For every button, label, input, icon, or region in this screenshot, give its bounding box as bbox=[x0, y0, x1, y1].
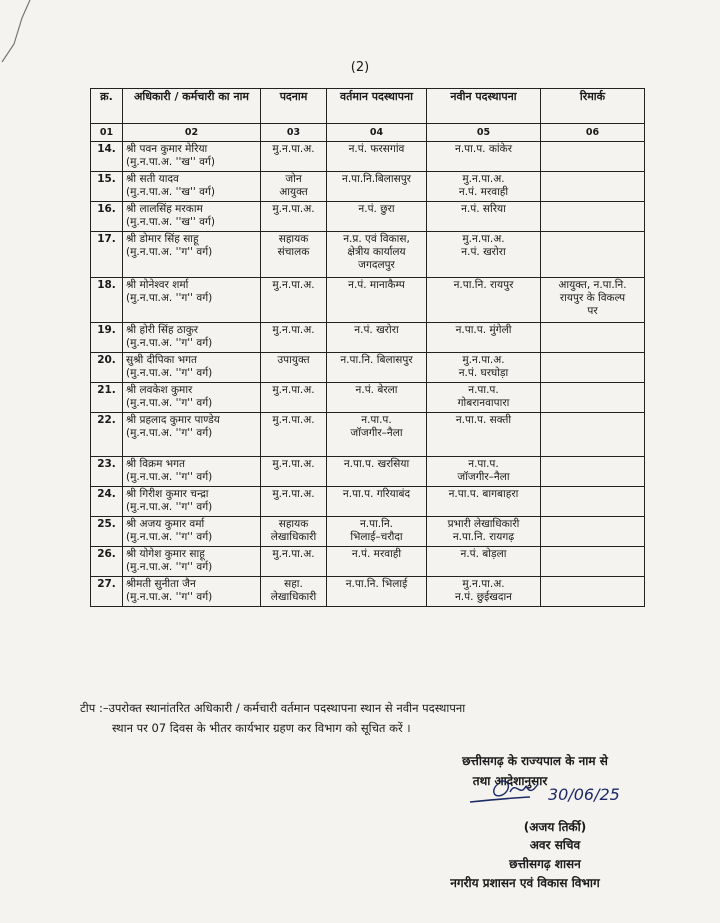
remark-cell bbox=[541, 278, 645, 323]
employee-category: (मु.न.पा.अ. ''ख'' वर्ग) bbox=[126, 186, 215, 198]
new-posting-cell-line: न.पा.प. bbox=[468, 384, 499, 396]
new-posting-cell-line: न.पा.प. मुंगेली bbox=[455, 324, 512, 336]
new-posting-cell-line: जॉजगीर–नैला bbox=[457, 471, 510, 483]
serial-cell: 21. bbox=[91, 383, 123, 413]
designation-cell-line: मु.न.पा.अ. bbox=[272, 279, 315, 291]
current-posting-cell-line: न.पं. खरोरा bbox=[354, 324, 399, 336]
employee-category: (मु.न.पा.अ. ''ग'' वर्ग) bbox=[126, 427, 213, 439]
name-cell bbox=[123, 457, 261, 487]
designation-cell-line: सहा. bbox=[284, 578, 303, 590]
designation-cell bbox=[261, 278, 327, 323]
current-posting-cell bbox=[327, 517, 427, 547]
employee-name: श्री विक्रम भगत bbox=[126, 458, 186, 470]
employee-category: (मु.न.पा.अ. ''ग'' वर्ग) bbox=[126, 501, 213, 513]
remark-cell bbox=[541, 232, 645, 278]
table-header-row bbox=[91, 89, 645, 124]
department-name: नगरीय प्रशासन एवं विकास विभाग bbox=[450, 876, 600, 890]
table-row bbox=[91, 323, 645, 353]
designation-cell-line: सहायक bbox=[278, 233, 309, 245]
header-serial: क्र. bbox=[91, 89, 123, 124]
designation-cell bbox=[261, 383, 327, 413]
current-posting-cell-line: क्षेत्रीय कार्यालय bbox=[347, 246, 406, 258]
name-cell bbox=[123, 172, 261, 202]
name-cell bbox=[123, 413, 261, 457]
table-row bbox=[91, 232, 645, 278]
table-row bbox=[91, 547, 645, 577]
designation-cell-line: मु.न.पा.अ. bbox=[272, 414, 315, 426]
designation-cell bbox=[261, 323, 327, 353]
new-posting-cell bbox=[427, 487, 541, 517]
column-number: 06 bbox=[541, 124, 645, 142]
employee-name: श्री गिरीश कुमार चन्द्रा bbox=[126, 488, 209, 500]
header-remark: रिमार्क bbox=[541, 89, 645, 124]
designation-cell-line: मु.न.पा.अ. bbox=[272, 548, 315, 560]
new-posting-cell-line: न.पा.प. बागबाहरा bbox=[448, 488, 519, 500]
remark-cell bbox=[541, 142, 645, 172]
designation-cell bbox=[261, 202, 327, 232]
serial-cell: 15. bbox=[91, 172, 123, 202]
designation-cell bbox=[261, 457, 327, 487]
employee-category: (मु.न.पा.अ. ''ग'' वर्ग) bbox=[126, 246, 213, 258]
current-posting-cell-line: न.पा.नि. भिलाई bbox=[345, 578, 408, 590]
employee-name: श्री लालसिंह मरकाम bbox=[126, 203, 203, 215]
designation-cell-line: मु.न.पा.अ. bbox=[272, 384, 315, 396]
name-cell bbox=[123, 487, 261, 517]
remark-cell bbox=[541, 577, 645, 607]
new-posting-cell bbox=[427, 232, 541, 278]
remark-cell bbox=[541, 383, 645, 413]
new-posting-cell-line: न.पं. सरिया bbox=[461, 203, 506, 215]
new-posting-cell-line: न.पा.नि. रायपुर bbox=[453, 279, 514, 291]
current-posting-cell-line: न.पा.नि.बिलासपुर bbox=[342, 173, 411, 185]
serial-cell: 22. bbox=[91, 413, 123, 457]
designation-cell-line: मु.न.पा.अ. bbox=[272, 458, 315, 470]
table-row bbox=[91, 172, 645, 202]
handwritten-date: 30/06/25 bbox=[548, 785, 620, 804]
current-posting-cell-line: जॉजगीर–नैला bbox=[350, 427, 403, 439]
new-posting-cell-line: न.पा.प. सक्ती bbox=[455, 414, 512, 426]
serial-cell: 27. bbox=[91, 577, 123, 607]
serial-cell: 19. bbox=[91, 323, 123, 353]
transfer-table bbox=[90, 88, 645, 607]
employee-category: (मु.न.पा.अ. ''ग'' वर्ग) bbox=[126, 471, 213, 483]
remark-cell bbox=[541, 413, 645, 457]
new-posting-cell bbox=[427, 547, 541, 577]
name-cell bbox=[123, 547, 261, 577]
current-posting-cell bbox=[327, 353, 427, 383]
table-row bbox=[91, 487, 645, 517]
designation-cell bbox=[261, 232, 327, 278]
employee-category: (मु.न.पा.अ. ''ख'' वर्ग) bbox=[126, 156, 215, 168]
note-paragraph bbox=[80, 698, 645, 738]
employee-name: श्री अजय कुमार वर्मा bbox=[126, 518, 205, 530]
current-posting-cell-line: न.पं. फरसगांव bbox=[348, 143, 405, 155]
remark-cell bbox=[541, 172, 645, 202]
new-posting-cell bbox=[427, 142, 541, 172]
column-number: 05 bbox=[427, 124, 541, 142]
remark-cell bbox=[541, 487, 645, 517]
remark-cell-line: रायपुर के विकल्प bbox=[559, 292, 626, 304]
current-posting-cell bbox=[327, 142, 427, 172]
employee-name: श्री सती यादव bbox=[126, 173, 179, 185]
new-posting-cell-line: न.पा.प. कांकेर bbox=[455, 143, 512, 155]
note-line-1: टीप :–उपरोक्त स्थानांतरित अधिकारी / कर्मचारी वर्तमान पदस्थापना स्थान से नवीन पदस्थापना bbox=[80, 701, 466, 715]
designation-cell bbox=[261, 547, 327, 577]
serial-cell: 16. bbox=[91, 202, 123, 232]
designation-cell-line: आयुक्त bbox=[279, 186, 308, 198]
name-cell bbox=[123, 202, 261, 232]
remark-cell bbox=[541, 323, 645, 353]
new-posting-cell bbox=[427, 353, 541, 383]
designation-cell-line: मु.न.पा.अ. bbox=[272, 143, 315, 155]
new-posting-cell bbox=[427, 278, 541, 323]
employee-name: श्री लवकेश कुमार bbox=[126, 384, 193, 396]
employee-name: श्रीमती सुनीता जैन bbox=[126, 578, 196, 590]
page-number: (2) bbox=[350, 60, 370, 75]
current-posting-cell-line: न.पं. मानाकैम्प bbox=[348, 279, 405, 291]
current-posting-cell bbox=[327, 487, 427, 517]
new-posting-cell-line: प्रभारी लेखाधिकारी bbox=[447, 518, 520, 530]
column-number: 03 bbox=[261, 124, 327, 142]
government-name: छत्तीसगढ़ शासन bbox=[509, 857, 581, 871]
name-cell bbox=[123, 353, 261, 383]
new-posting-cell-line: मु.न.पा.अ. bbox=[462, 354, 505, 366]
current-posting-cell bbox=[327, 547, 427, 577]
serial-cell: 17. bbox=[91, 232, 123, 278]
designation-cell-line: मु.न.पा.अ. bbox=[272, 203, 315, 215]
new-posting-cell-line: न.पं. घरघोड़ा bbox=[458, 367, 509, 379]
table-row bbox=[91, 413, 645, 457]
name-cell bbox=[123, 278, 261, 323]
new-posting-cell-line: न.पं. खरोरा bbox=[461, 246, 506, 258]
designation-cell bbox=[261, 577, 327, 607]
new-posting-cell-line: न.पा.नि. रायगढ़ bbox=[452, 531, 515, 543]
new-posting-cell bbox=[427, 577, 541, 607]
employee-category: (मु.न.पा.अ. ''ग'' वर्ग) bbox=[126, 561, 213, 573]
table-row bbox=[91, 142, 645, 172]
name-cell bbox=[123, 517, 261, 547]
table-row bbox=[91, 202, 645, 232]
current-posting-cell bbox=[327, 278, 427, 323]
serial-cell: 23. bbox=[91, 457, 123, 487]
new-posting-cell-line: मु.न.पा.अ. bbox=[462, 173, 505, 185]
employee-category: (मु.न.पा.अ. ''ख'' वर्ग) bbox=[126, 216, 215, 228]
signature-line-1: छत्तीसगढ़ के राज्यपाल के नाम से bbox=[462, 754, 608, 768]
current-posting-cell bbox=[327, 202, 427, 232]
employee-category: (मु.न.पा.अ. ''ग'' वर्ग) bbox=[126, 337, 213, 349]
employee-category: (मु.न.पा.अ. ''ग'' वर्ग) bbox=[126, 397, 213, 409]
name-cell bbox=[123, 323, 261, 353]
current-posting-cell bbox=[327, 323, 427, 353]
new-posting-cell-line: न.पं. बोड़ला bbox=[460, 548, 507, 560]
remark-cell bbox=[541, 517, 645, 547]
signatory-designation: अवर सचिव bbox=[529, 838, 581, 852]
table-row bbox=[91, 353, 645, 383]
column-number-row bbox=[91, 124, 645, 142]
table-row bbox=[91, 457, 645, 487]
current-posting-cell-line: न.प्र. एवं विकास, bbox=[343, 233, 410, 245]
signatory-name: (अजय तिर्की) bbox=[523, 820, 587, 834]
handwritten-signature bbox=[460, 770, 630, 814]
current-posting-cell bbox=[327, 383, 427, 413]
designation-cell bbox=[261, 172, 327, 202]
current-posting-cell-line: न.पा.प. खरसिया bbox=[343, 458, 410, 470]
employee-name: श्री प्रहलाद कुमार पाण्डेय bbox=[126, 414, 220, 426]
designation-cell-line: सहायक bbox=[278, 518, 309, 530]
designation-cell bbox=[261, 487, 327, 517]
header-name: अधिकारी / कर्मचारी का नाम bbox=[123, 89, 261, 124]
column-number: 04 bbox=[327, 124, 427, 142]
name-cell bbox=[123, 383, 261, 413]
current-posting-cell bbox=[327, 457, 427, 487]
current-posting-cell bbox=[327, 577, 427, 607]
header-designation: पदनाम bbox=[261, 89, 327, 124]
designation-cell bbox=[261, 353, 327, 383]
new-posting-cell bbox=[427, 413, 541, 457]
table-row bbox=[91, 278, 645, 323]
designation-cell-line: उपायुक्त bbox=[277, 354, 310, 366]
column-number: 02 bbox=[123, 124, 261, 142]
designation-cell-line: लेखाधिकारी bbox=[270, 531, 317, 543]
new-posting-cell-line: मु.न.पा.अ. bbox=[462, 233, 505, 245]
current-posting-cell-line: जगदलपुर bbox=[358, 259, 395, 271]
table-row bbox=[91, 517, 645, 547]
serial-cell: 18. bbox=[91, 278, 123, 323]
serial-cell: 24. bbox=[91, 487, 123, 517]
header-new-posting: नवीन पदस्थापना bbox=[427, 89, 541, 124]
current-posting-cell-line: न.पं. बेरला bbox=[355, 384, 398, 396]
name-cell bbox=[123, 232, 261, 278]
new-posting-cell-line: न.पा.प. bbox=[468, 458, 499, 470]
designation-cell-line: लेखाधिकारी bbox=[270, 591, 317, 603]
employee-category: (मु.न.पा.अ. ''ग'' वर्ग) bbox=[126, 292, 213, 304]
remark-cell bbox=[541, 547, 645, 577]
new-posting-cell-line: न.पं. छुईखदान bbox=[454, 591, 513, 603]
designation-cell-line: मु.न.पा.अ. bbox=[272, 488, 315, 500]
new-posting-cell-line: गोबरानवापारा bbox=[457, 397, 510, 409]
employee-name: श्री मोनेश्वर शर्मा bbox=[126, 279, 189, 291]
header-current-posting: वर्तमान पदस्थापना bbox=[327, 89, 427, 124]
employee-category: (मु.न.पा.अ. ''ग'' वर्ग) bbox=[126, 531, 213, 543]
current-posting-cell-line: न.पं. मरवाही bbox=[351, 548, 402, 560]
current-posting-cell-line: न.पा.प. bbox=[361, 414, 392, 426]
remark-cell-line: आयुक्त, न.पा.नि. bbox=[558, 279, 627, 291]
designation-cell-line: जोन bbox=[285, 173, 302, 185]
current-posting-cell-line: भिलाई–चरौदा bbox=[350, 531, 403, 543]
designation-cell bbox=[261, 413, 327, 457]
employee-name: श्री डोमार सिंह साहू bbox=[126, 233, 199, 245]
employee-name: श्री पवन कुमार मेरिया bbox=[126, 143, 208, 155]
new-posting-cell bbox=[427, 517, 541, 547]
employee-category: (मु.न.पा.अ. ''ग'' वर्ग) bbox=[126, 591, 213, 603]
remark-cell bbox=[541, 457, 645, 487]
current-posting-cell-line: न.पा.प. गरियाबंद bbox=[342, 488, 411, 500]
new-posting-cell-line: न.पं. मरवाही bbox=[458, 186, 509, 198]
serial-cell: 26. bbox=[91, 547, 123, 577]
serial-cell: 14. bbox=[91, 142, 123, 172]
current-posting-cell bbox=[327, 232, 427, 278]
designation-cell-line: मु.न.पा.अ. bbox=[272, 324, 315, 336]
remark-cell bbox=[541, 353, 645, 383]
new-posting-cell-line: मु.न.पा.अ. bbox=[462, 578, 505, 590]
serial-cell: 20. bbox=[91, 353, 123, 383]
new-posting-cell bbox=[427, 457, 541, 487]
new-posting-cell bbox=[427, 383, 541, 413]
employee-category: (मु.न.पा.अ. ''ग'' वर्ग) bbox=[126, 367, 213, 379]
table-row bbox=[91, 577, 645, 607]
column-number: 01 bbox=[91, 124, 123, 142]
name-cell bbox=[123, 577, 261, 607]
designation-cell-line: संचालक bbox=[277, 246, 310, 258]
current-posting-cell bbox=[327, 413, 427, 457]
new-posting-cell bbox=[427, 323, 541, 353]
current-posting-cell-line: न.पं. छुरा bbox=[358, 203, 395, 215]
signature-line-2: तथा आदेशानुसार bbox=[472, 774, 548, 788]
employee-name: श्री योगेश कुमार साहू bbox=[126, 548, 205, 560]
employee-name: श्री होरी सिंह ठाकुर bbox=[126, 324, 199, 336]
remark-cell bbox=[541, 202, 645, 232]
new-posting-cell bbox=[427, 172, 541, 202]
new-posting-cell bbox=[427, 202, 541, 232]
employee-name: सुश्री दीपिका भगत bbox=[126, 354, 197, 366]
designation-cell bbox=[261, 517, 327, 547]
name-cell bbox=[123, 142, 261, 172]
serial-cell: 25. bbox=[91, 517, 123, 547]
remark-cell-line: पर bbox=[587, 305, 598, 317]
note-line-2: स्थान पर 07 दिवस के भीतर कार्यभार ग्रहण कर विभाग को सूचित करें । bbox=[112, 721, 411, 735]
current-posting-cell bbox=[327, 172, 427, 202]
current-posting-cell-line: न.पा.नि. बिलासपुर bbox=[340, 354, 413, 366]
table-row bbox=[91, 383, 645, 413]
current-posting-cell-line: न.पा.नि. bbox=[359, 518, 394, 530]
designation-cell bbox=[261, 142, 327, 172]
